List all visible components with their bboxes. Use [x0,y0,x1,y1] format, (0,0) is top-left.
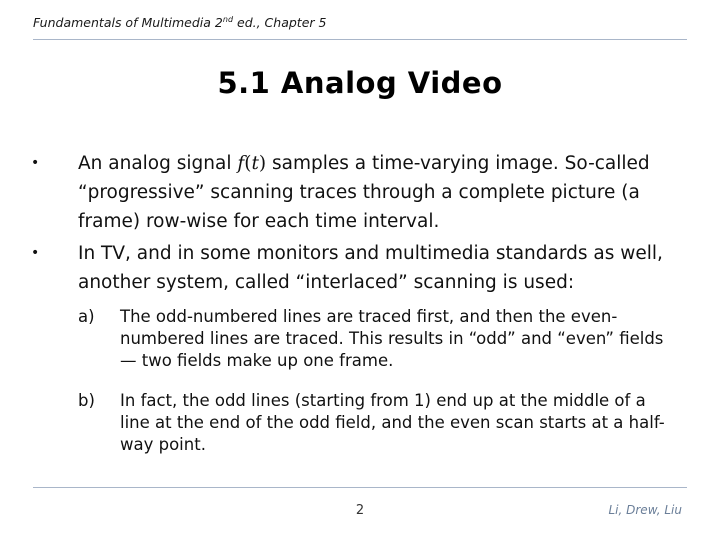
header-divider [33,39,687,40]
slide-title: 5.1 Analog Video [217,66,503,100]
sub-item-text: The odd-numbered lines are traced first, and then the even-numbered lines are traced. This results in “odd” and “even” fields — two fields make up one frame. [120,307,664,370]
sub-item-b [78,390,680,456]
edition-superscript: nd [222,14,234,24]
bullet-marker: • [31,155,40,171]
function-variable: t [251,153,259,174]
bullet-text-before: An analog signal [78,153,238,174]
bullet-text: In TV, and in some monitors and multimedia standards as well, another system, called “interlaced” scanning is used: [78,243,663,293]
sub-item-text: In fact, the odd lines (starting from 1) end up at the middle of a line at the end of the odd field, and the even scan starts at a half-way point. [120,391,665,454]
footer-divider [33,487,687,488]
book-title-suffix: ed., Chapter 5 [233,15,327,30]
bullet-text-after: samples a time-varying image. So-called “progressive” scanning traces through a complete picture (a frame) row-wise for each time interval. [78,153,650,232]
bullet-item-2 [31,239,688,297]
bullet-marker: • [31,245,40,261]
function-name: f [237,153,245,174]
slide-header [33,15,326,30]
sub-item-a [78,306,680,372]
sub-item-marker: a) [78,307,95,326]
function-close-paren: ) [258,153,267,174]
function-notation [237,153,266,174]
function-open-paren: ( [244,153,252,174]
sub-item-marker: b) [78,391,95,410]
page-number: 2 [355,503,365,518]
bullet-item-1 [31,149,688,236]
book-title-prefix: Fundamentals of Multimedia 2 [33,15,223,30]
footer-authors: Li, Drew, Liu [608,503,682,517]
